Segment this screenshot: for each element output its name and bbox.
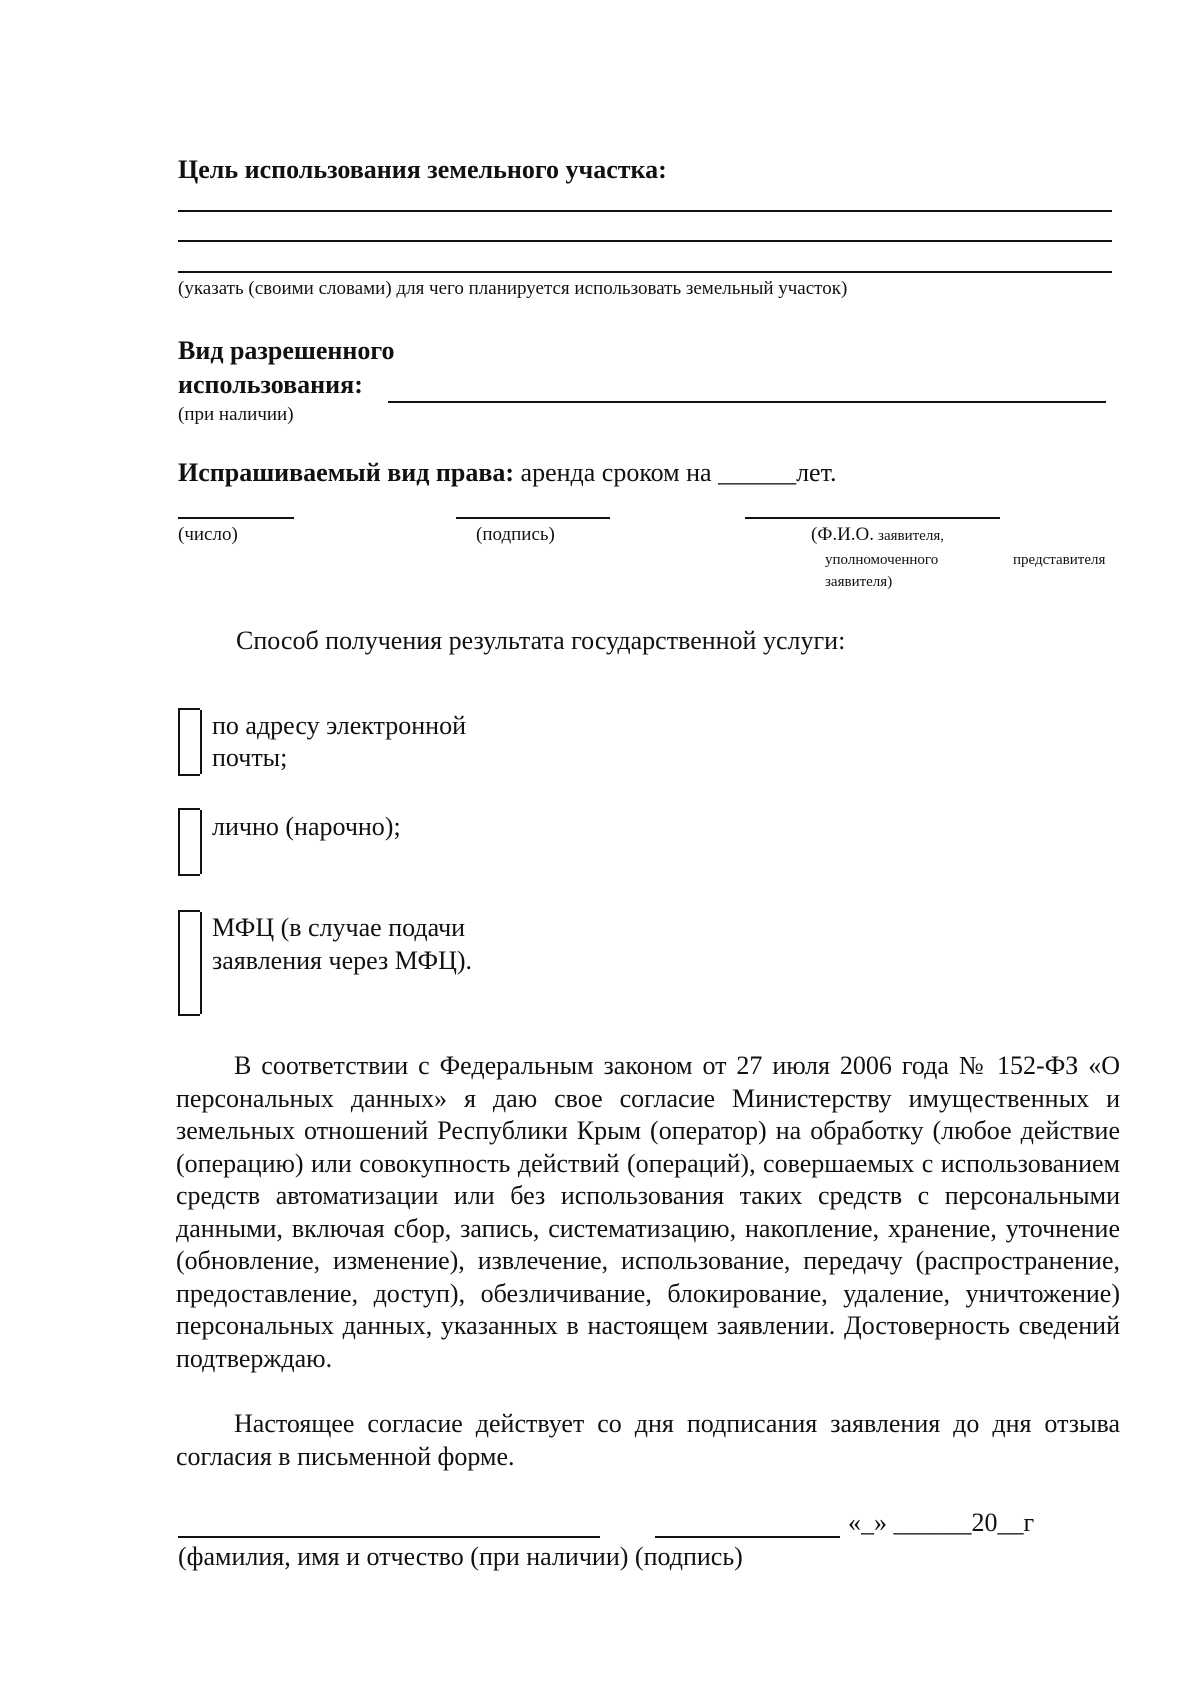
right-type-years-blank: ______ bbox=[718, 458, 797, 487]
fio-caption-small: заявителя, bbox=[878, 528, 944, 544]
fio-caption-line2a: уполномоченного bbox=[825, 552, 939, 568]
delivery-option-email-line1: по адресу электронной bbox=[212, 711, 466, 740]
delivery-option-mfc-line1: МФЦ (в случае подачи bbox=[212, 913, 466, 942]
right-type-years-unit: лет. bbox=[796, 458, 837, 487]
purpose-line-2 bbox=[178, 240, 1112, 242]
permitted-use-note: (при наличии) bbox=[178, 404, 294, 425]
permitted-use-label-line2: использования: bbox=[178, 370, 363, 399]
purpose-heading: Цель использования земельного участка: bbox=[178, 155, 667, 184]
purpose-line-3 bbox=[178, 271, 1112, 273]
right-type-text: аренда сроком на bbox=[520, 458, 712, 487]
fio-caption-main: (Ф.И.О. bbox=[811, 524, 875, 545]
right-type-label: Испрашиваемый вид права: bbox=[178, 458, 515, 487]
delivery-option-mfc-line2: заявления через МФЦ). bbox=[212, 946, 472, 975]
footer-date: «_» ______20__г bbox=[848, 1508, 1035, 1537]
delivery-option-email-line2: почты; bbox=[212, 743, 288, 772]
purpose-hint: (указать (своими словами) для чего планируется использовать земельный участок) bbox=[178, 278, 848, 299]
delivery-option-email-checkbox[interactable] bbox=[178, 708, 200, 776]
fio-line bbox=[745, 517, 1000, 519]
right-type-row bbox=[178, 458, 836, 488]
date-caption: (число) bbox=[178, 524, 238, 545]
footer-caption: (фамилия, имя и отчество (при наличии) (подпись) bbox=[178, 1542, 743, 1571]
permitted-use-label-line1: Вид разрешенного bbox=[178, 336, 395, 365]
consent-paragraph-1 bbox=[176, 1050, 1120, 1375]
date-line bbox=[178, 517, 294, 519]
fio-caption-line3: заявителя) bbox=[825, 574, 893, 590]
footer-signature-line bbox=[655, 1536, 840, 1538]
fio-caption-line1 bbox=[811, 524, 944, 546]
permitted-use-line bbox=[388, 401, 1106, 403]
consent-paragraph-2-text: Настоящее согласие действует со дня подписания заявления до дня отзыва согласия в письменной форме. bbox=[176, 1409, 1120, 1471]
fio-caption-line2b: представителя bbox=[1013, 552, 1106, 568]
delivery-option-personal-label: лично (нарочно); bbox=[212, 812, 401, 841]
delivery-option-personal-checkbox[interactable] bbox=[178, 808, 200, 876]
footer-fio-line bbox=[178, 1536, 600, 1538]
consent-paragraph-1-text: В соответствии с Федеральным законом от 27 июля 2006 года № 152-ФЗ «О персональных данных» я даю свое согласие Министерству имущественных и земельных отношений Республики Крым (оператор) на обработку (любое действие (операцию) или совокупность действий (операций), совершаемых с использованием средств автоматизации или без использования таких средств с персональными данными, включая сбор, запись, систематизацию, накопление, хранение, уточнение (обновление, изменение), извлечение, использование, передачу (распространение, предоставление, доступ), обезличивание, блокирование, удаление, уничтожение) персональных данных, указанных в настоящем заявлении. Достоверность сведений подтверждаю. bbox=[176, 1051, 1120, 1373]
signature-line bbox=[456, 517, 610, 519]
delivery-heading: Способ получения результата государственной услуги: bbox=[236, 626, 846, 655]
consent-paragraph-2 bbox=[176, 1408, 1120, 1473]
signature-caption: (подпись) bbox=[476, 524, 555, 545]
purpose-line-1 bbox=[178, 210, 1112, 212]
delivery-option-mfc-checkbox[interactable] bbox=[178, 910, 200, 1016]
